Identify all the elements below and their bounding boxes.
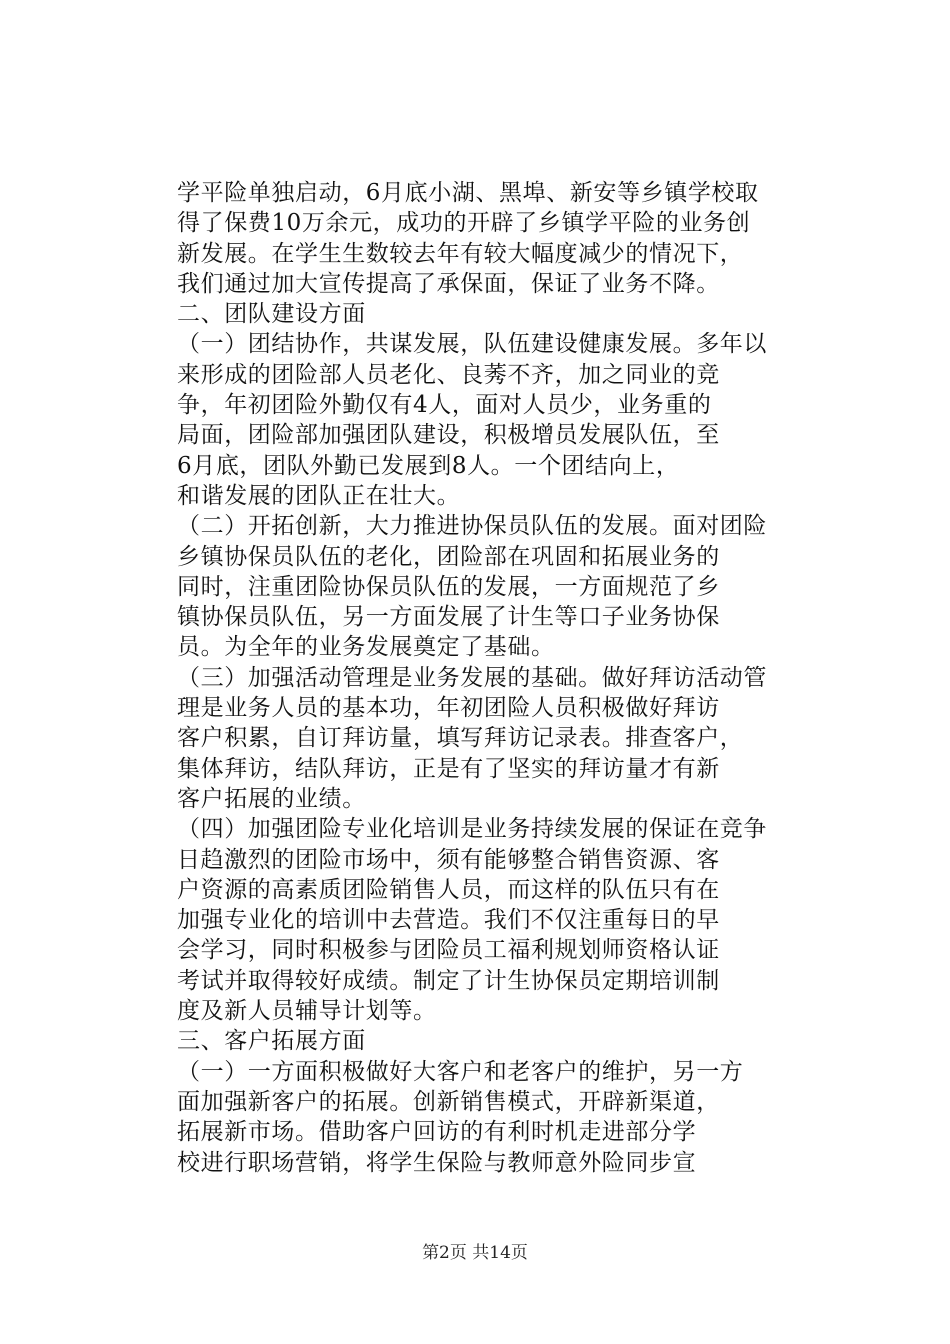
text-line: （四）加强团险专业化培训是业务持续发展的保证在竞争	[177, 816, 767, 843]
text-line: （一）一方面积极做好大客户和老客户的维护，另一方	[177, 1058, 744, 1085]
text-line: 6月底，团队外勤已发展到8人。一个团结向上，	[177, 452, 680, 479]
text-line: 局面，团险部加强团队建设，积极增员发展队伍，至	[177, 422, 720, 449]
text-line: 争，年初团险外勤仅有4人，面对人员少，业务重的	[177, 392, 712, 419]
text-line: 得了保费10万余元，成功的开辟了乡镇学平险的业务创	[177, 210, 751, 237]
text-line: 考试并取得较好成绩。制定了计生协保员定期培训制	[177, 967, 720, 994]
text-line: 学平险单独启动，6月底小湖、黑埠、新安等乡镇学校取	[177, 180, 759, 206]
text-line: 我们通过加大宣传提高了承保面，保证了业务不降。	[177, 270, 720, 297]
text-line: 度及新人员辅导计划等。	[177, 998, 437, 1025]
text-line: 镇协保员队伍，另一方面发展了计生等口子业务协保	[177, 604, 720, 631]
text-line: 校进行职场营销，将学生保险与教师意外险同步宣	[177, 1149, 697, 1176]
text-line: 员。为全年的业务发展奠定了基础。	[177, 634, 555, 661]
text-line: 乡镇协保员队伍的老化，团险部在巩固和拓展业务的	[177, 543, 720, 570]
text-line: 客户拓展的业绩。	[177, 785, 366, 812]
text-line: 同时，注重团险协保员队伍的发展，一方面规范了乡	[177, 573, 720, 600]
text-line: 日趋激烈的团险市场中，须有能够整合销售资源、客	[177, 846, 720, 873]
document-body	[177, 178, 837, 1178]
text-line: 理是业务人员的基本功，年初团险人员积极做好拜访	[177, 695, 720, 722]
page-footer	[0, 1242, 950, 1264]
page-number: 第2页 共14页	[422, 1243, 528, 1263]
text-line: 集体拜访，结队拜访，正是有了坚实的拜访量才有新	[177, 755, 720, 782]
text-line: （三）加强活动管理是业务发展的基础。做好拜访活动管	[177, 664, 767, 691]
text-line: 会学习，同时积极参与团险员工福利规划师资格认证	[177, 937, 720, 964]
text-line: 户资源的高素质团险销售人员，而这样的队伍只有在	[177, 876, 720, 903]
text-line: 来形成的团险部人员老化、良莠不齐，加之同业的竞	[177, 361, 720, 388]
text-line: （一）团结协作，共谋发展，队伍建设健康发展。多年以	[177, 331, 767, 358]
section-heading: 三、客户拓展方面	[177, 1028, 366, 1055]
text-line: 加强专业化的培训中去营造。我们不仅注重每日的早	[177, 907, 720, 934]
text-line: 新发展。在学生生数较去年有较大幅度减少的情况下，	[177, 240, 744, 267]
text-line: （二）开拓创新，大力推进协保员队伍的发展。面对团险	[177, 513, 767, 540]
section-heading: 二、团队建设方面	[177, 301, 366, 328]
text-line: 拓展新市场。借助客户回访的有利时机走进部分学	[177, 1119, 697, 1146]
text-line: 面加强新客户的拓展。创新销售模式，开辟新渠道，	[177, 1088, 720, 1115]
text-line: 客户积累，自订拜访量，填写拜访记录表。排查客户，	[177, 725, 744, 752]
text-line: 和谐发展的团队正在壮大。	[177, 482, 461, 509]
